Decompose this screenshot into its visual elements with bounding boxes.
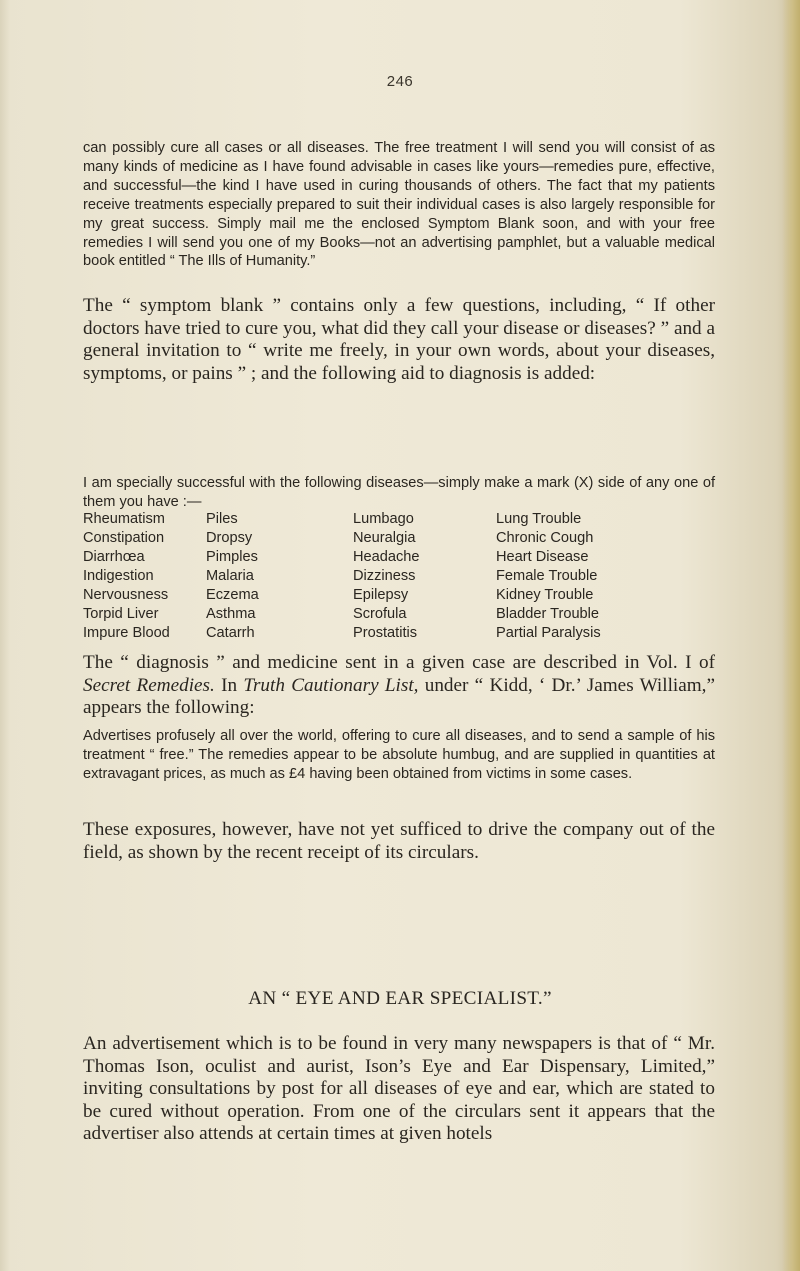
page-number: 246: [386, 73, 414, 90]
disease-cell: Headache: [353, 549, 420, 565]
diagnosis-text-start: The “ diagnosis ” and medicine sent in a given case are described in Vol. I of: [83, 652, 715, 673]
disease-list-table: [83, 511, 715, 644]
disease-cell: Rheumatism: [83, 511, 165, 527]
disease-cell: Kidney Trouble: [496, 587, 594, 603]
disease-cell: Catarrh: [206, 625, 255, 641]
disease-cell: Partial Paralysis: [496, 625, 601, 641]
disease-cell: Chronic Cough: [496, 530, 594, 546]
paragraph-symptom-blank: The “ symptom blank ” contains only a few questions, including, “ If other doctors have tried to cure you, what did they call your disease or diseases? ” and a general invitation to “ write me freely, in your own words, about your diseases, symptoms, or pains ” ; and the following aid to diagnosis is added:: [83, 295, 715, 384]
paragraph-diseases-intro: I am specially successful with the following diseases—simply make a mark (X) side of any one of them you have :—: [83, 475, 715, 510]
page-left-shadow: [0, 0, 10, 1271]
disease-cell: Lung Trouble: [496, 511, 582, 527]
disease-cell: Neuralgia: [353, 530, 416, 546]
disease-cell: Impure Blood: [83, 625, 170, 641]
disease-cell: Diarrhœa: [83, 549, 145, 565]
disease-cell: Heart Disease: [496, 549, 589, 565]
paragraph-eye-ear-specialist: An advertisement which is to be found in very many newspapers is that of “ Mr. Thomas Ison, oculist and aurist, Ison’s Eye and Ear Dispensary, Limited,” inviting consultations by post for all diseases of eye and ear, which are stated to be cured without operation. From one of the circulars sent it appears that the advertiser also attends at certain times at given hotels: [83, 1033, 715, 1145]
section-heading: AN “ EYE AND EAR SPECIALIST.”: [248, 988, 552, 1009]
disease-cell: Female Trouble: [496, 568, 598, 584]
disease-cell: Scrofula: [353, 606, 407, 622]
disease-cell: Eczema: [206, 587, 259, 603]
disease-cell: Pimples: [206, 549, 258, 565]
disease-cell: Constipation: [83, 530, 165, 546]
disease-row: [83, 511, 715, 530]
disease-cell: Nervousness: [83, 587, 169, 603]
disease-cell: Asthma: [206, 606, 256, 622]
disease-row: [83, 568, 715, 587]
disease-row: [83, 587, 715, 606]
disease-cell: Piles: [206, 511, 238, 527]
diagnosis-text-middle: In: [214, 674, 244, 696]
paragraph-exposures: These exposures, however, have not yet sufficed to drive the company out of the field, as shown by the recent receipt of its circulars.: [83, 819, 715, 863]
disease-cell: Torpid Liver: [83, 606, 159, 622]
paragraph-truth-quote: Advertises profusely all over the world, offering to cure all diseases, and to send a sample of his treatment “ free.” The remedies appear to be absolute humbug, and are supplied in quantities at extravagant prices, as much as £4 having been obtained from victims in some cases.: [83, 728, 715, 782]
disease-row: [83, 606, 715, 625]
diagnosis-text-end: under “ Kidd, ‘ Dr.’ James William,” appears the following:: [83, 674, 715, 719]
page-right-edge: [782, 0, 800, 1271]
disease-cell: Malaria: [206, 568, 254, 584]
disease-row: [83, 549, 715, 568]
paragraph-free-treatment: can possibly cure all cases or all diseases. The free treatment I will send you will consist of as many kinds of medicine as I have found advisable in cases like yours—remedies pure, effective, and successful—the kind I have used in curing thousands of others. The fact that my patients receive treatments especially prepared to suit their individual cases is also largely responsible for my great success. Simply mail me the enclosed Symptom Blank soon, and with your free remedies I will send you one of my Books—not an advertising pamphlet, but a valuable medical book entitled “ The Ills of Humanity.”: [83, 140, 715, 270]
disease-cell: Lumbago: [353, 511, 414, 527]
disease-cell: Epilepsy: [353, 587, 409, 603]
title-truth-cautionary-list: Truth Cautionary List,: [243, 674, 419, 696]
disease-row: [83, 530, 715, 549]
disease-cell: Dropsy: [206, 530, 253, 546]
disease-cell: Indigestion: [83, 568, 154, 584]
disease-row: [83, 625, 715, 644]
paragraph-diagnosis: [83, 652, 715, 720]
disease-cell: Dizziness: [353, 568, 416, 584]
disease-cell: Prostatitis: [353, 625, 418, 641]
disease-cell: Bladder Trouble: [496, 606, 600, 622]
title-secret-remedies: Secret Remedies.: [83, 674, 215, 696]
